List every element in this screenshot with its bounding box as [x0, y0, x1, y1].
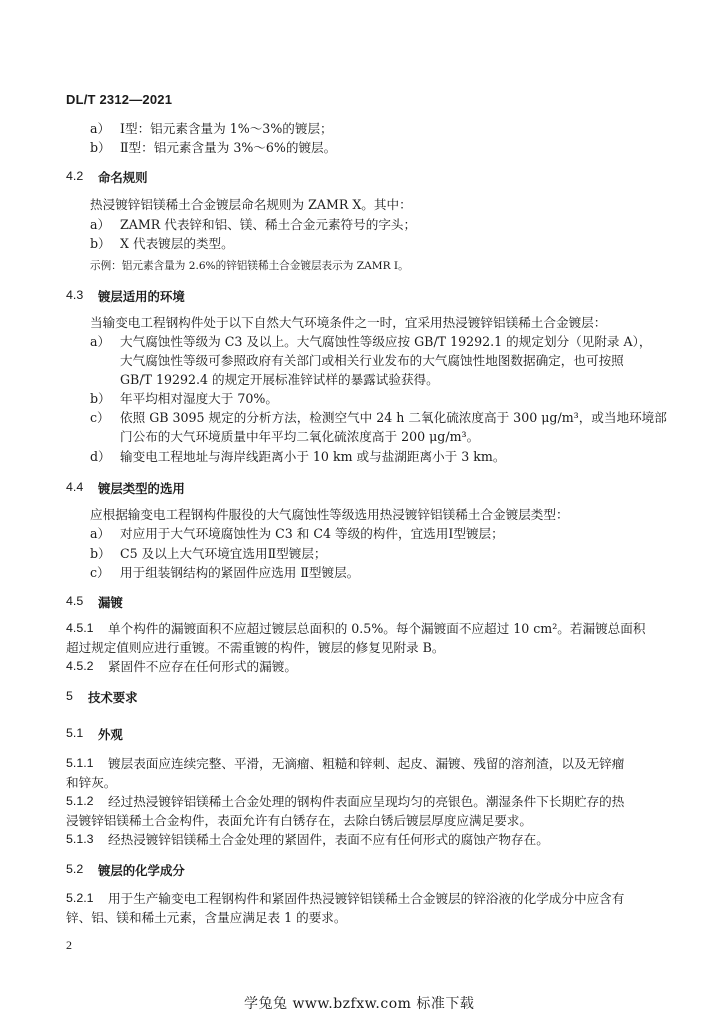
section-title: 漏镀: [98, 595, 123, 610]
section-title: 镀层的化学成分: [98, 863, 185, 878]
list-item-label: a）: [90, 334, 111, 349]
clause-number: 5.1.3: [66, 832, 94, 846]
paragraph: 热浸镀锌铝镁稀土合金镀层命名规则为 ZAMR X。其中：: [90, 197, 412, 212]
clause-number: 4.5.1: [66, 621, 94, 635]
list-item: 年平均相对湿度大于 70%。: [120, 391, 278, 406]
list-item-line: 大气腐蚀性等级可参照政府有关部门或相关行业发布的大气腐蚀性地图数据确定，也可按照: [120, 353, 624, 368]
paragraph: 经热浸镀锌铝镁稀土合金处理的紧固件，表面不应有任何形式的腐蚀产物存在。: [108, 832, 549, 847]
example-note: 示例：铝元素含量为 2.6%的锌铝镁稀土合金镀层表示为 ZAMR Ⅰ。: [90, 260, 409, 272]
section-number: 4.3: [66, 288, 84, 302]
section-title: 外观: [98, 727, 123, 742]
list-item: 对应用于大气环境腐蚀性为 C3 和 C4 等级的构件，宜选用Ⅰ型镀层；: [120, 526, 504, 541]
clause-number: 4.5.2: [66, 659, 94, 673]
site-footer: 学兔兔 www.bzfxw.com 标准下载: [244, 996, 475, 1012]
list-item-label: b）: [90, 140, 111, 155]
list-item-label: a）: [90, 217, 111, 232]
section-title: 镀层类型的选用: [98, 481, 185, 496]
list-item: ZAMR 代表锌和铝、镁、稀土合金元素符号的字头；: [120, 217, 417, 232]
chapter-number: 5: [66, 689, 73, 703]
list-item: Ⅰ型：铝元素含量为 1%～3%的镀层；: [120, 121, 333, 136]
list-item: 用于组装钢结构的紧固件应选用 Ⅱ型镀层。: [120, 565, 360, 580]
list-item: Ⅱ型：铝元素含量为 3%～6%的镀层。: [120, 140, 337, 155]
list-item-label: c）: [90, 565, 110, 580]
list-item-label: b）: [90, 391, 111, 406]
page-number: 2: [66, 938, 72, 952]
paragraph-line: 单个构件的漏镀面积不应超过镀层总面积的 0.5%。每个漏镀面不应超过 10 cm²。若漏镀总面积: [108, 621, 646, 636]
paragraph: 紧固件不应存在任何形式的漏镀。: [108, 659, 297, 674]
clause-number: 5.1.1: [66, 756, 94, 770]
paragraph: 应根据输变电工程钢构件服役的大气腐蚀性等级选用热浸镀锌铝镁稀土合金镀层类型：: [90, 507, 569, 522]
list-item-label: d）: [90, 449, 111, 464]
list-item-label: a）: [90, 526, 111, 541]
chapter-title: 技术要求: [88, 690, 138, 705]
list-item-label: c）: [90, 410, 110, 425]
section-number: 4.4: [66, 480, 84, 494]
list-item-line: 门公布的大气环境质量中年平均二氧化硫浓度高于 200 μg/m³。: [120, 429, 480, 444]
list-item-line: GB/T 19292.4 的规定开展标准锌试样的暴露试验获得。: [120, 372, 439, 387]
section-number: 4.2: [66, 169, 84, 183]
list-item-label: a）: [90, 121, 111, 136]
paragraph-line: 浸镀锌铝镁稀土合金构件，表面允许有白锈存在，去除白锈后镀层厚度应满足要求。: [66, 813, 532, 828]
list-item-line: 依照 GB 3095 规定的分析方法，检测空气中 24 h 二氧化硫浓度高于 300 μg/m³，或当地环境部: [120, 410, 667, 425]
paragraph-line: 经过热浸镀锌铝镁稀土合金处理的钢构件表面应呈现均匀的亮银色。潮湿条件下长期贮存的热: [108, 794, 625, 809]
paragraph: 当输变电工程钢构件处于以下自然大气环境条件之一时，宜采用热浸镀锌铝镁稀土合金镀层：: [90, 315, 607, 330]
list-item: X 代表镀层的类型。: [120, 236, 234, 251]
section-number: 4.5: [66, 594, 84, 608]
section-title: 镀层适用的环境: [98, 289, 185, 304]
list-item-label: b）: [90, 236, 111, 251]
clause-number: 5.1.2: [66, 794, 94, 808]
list-item: C5 及以上大气环境宜选用Ⅱ型镀层；: [120, 546, 327, 561]
paragraph-line: 用于生产输变电工程钢构件和紧固件热浸镀锌铝镁稀土合金镀层的锌浴液的化学成分中应含有: [108, 891, 625, 906]
list-item-label: b）: [90, 546, 111, 561]
paragraph-line: 锌、铝、镁和稀土元素，含量应满足表 1 的要求。: [66, 910, 347, 925]
section-number: 5.2: [66, 862, 84, 876]
clause-number: 5.2.1: [66, 891, 94, 905]
list-item-line: 大气腐蚀性等级为 C3 及以上。大气腐蚀性等级应按 GB/T 19292.1 的规定划分（见附录 A），: [120, 334, 652, 349]
document-number: DL/T 2312—2021: [66, 92, 173, 107]
paragraph-line: 超过规定值则应进行重镀。不需重镀的构件，镀层的修复见附录 B。: [66, 640, 445, 655]
paragraph-line: 镀层表面应连续完整、平滑，无滴瘤、粗糙和锌刺、起皮、漏镀、残留的溶剂渣，以及无锌瘤: [108, 756, 625, 771]
list-item: 输变电工程地址与海岸线距离小于 10 km 或与盐湖距离小于 3 km。: [120, 449, 506, 464]
section-number: 5.1: [66, 726, 84, 740]
paragraph-line: 和锌灰。: [66, 775, 117, 790]
section-title: 命名规则: [98, 170, 148, 185]
